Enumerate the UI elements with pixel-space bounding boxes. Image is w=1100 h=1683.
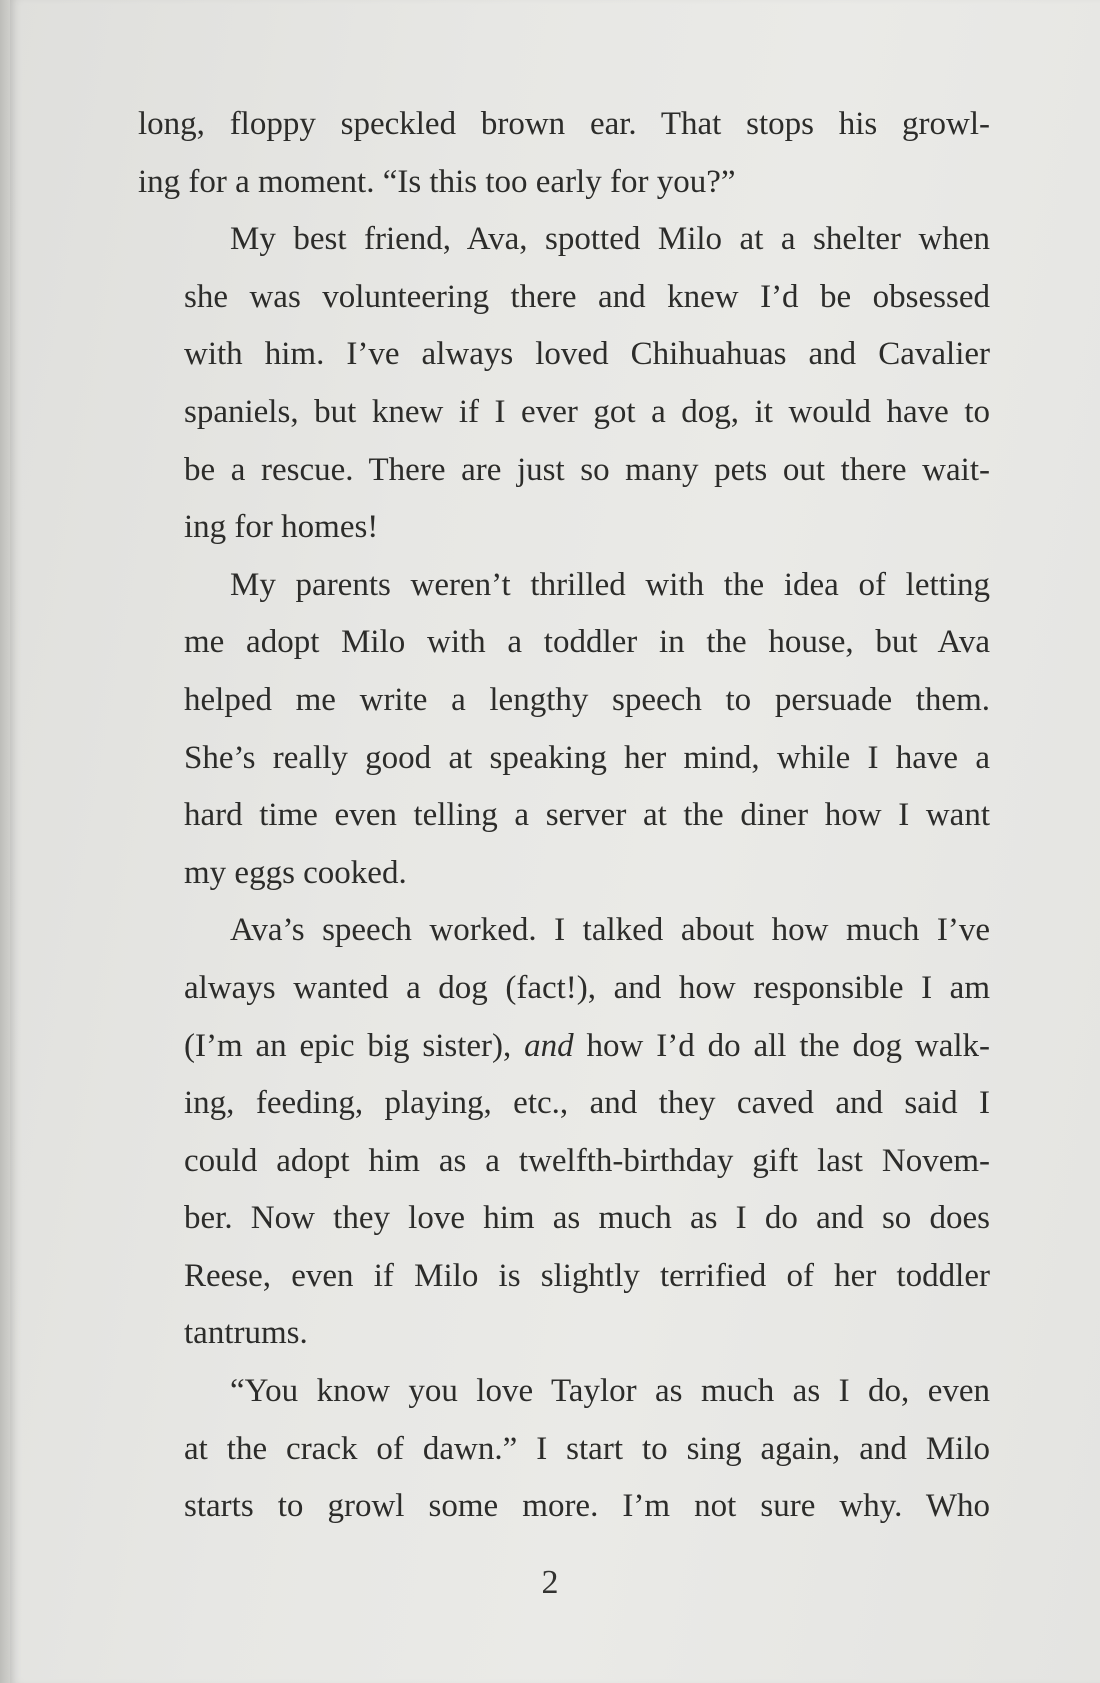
text-line: She’s really good at speaking her mind, while I have a — [184, 739, 990, 776]
text-line: she was volunteering there and knew I’d be obsessed — [184, 278, 990, 315]
text-line: ing for a moment. “Is this too early for you?” — [138, 163, 736, 200]
emphasis-text: and — [524, 1027, 574, 1064]
text-line: Ava’s speech worked. I talked about how much I’ve — [230, 912, 990, 949]
text-line: spaniels, but knew if I ever got a dog, it would have to — [184, 393, 990, 430]
paragraph-3 — [138, 557, 990, 903]
text-line: always wanted a dog (fact!), and how responsible I am — [184, 969, 990, 1006]
paragraph-4 — [138, 902, 990, 1363]
page-number: 2 — [541, 1564, 559, 1601]
text-line: ing, feeding, playing, etc., and they caved and said I — [184, 1085, 990, 1122]
paragraph-5 — [138, 1363, 990, 1536]
text-line: be a rescue. There are just so many pets out there wait- — [184, 451, 990, 488]
text-line: Reese, even if Milo is slightly terrified of her toddler — [184, 1257, 990, 1294]
paragraph-2 — [138, 211, 990, 557]
text-line: ber. Now they love him as much as I do and so does — [184, 1200, 990, 1237]
text-line: ing for homes! — [184, 509, 379, 546]
text-line: me adopt Milo with a toddler in the house, but Ava — [184, 624, 990, 661]
text-line: helped me write a lengthy speech to persuade them. — [184, 681, 990, 718]
page-edge — [0, 0, 10, 1683]
text-line: with him. I’ve always loved Chihuahuas and Cavalier — [184, 336, 990, 373]
text-line: at the crack of dawn.” I start to sing again, and Milo — [184, 1430, 990, 1467]
text-fragment: (I’m an epic big sister), — [184, 1027, 512, 1064]
text-line: My parents weren’t thrilled with the idea of letting — [230, 566, 990, 603]
text-line: starts to growl some more. I’m not sure why. Who — [184, 1488, 990, 1525]
text-line: hard time even telling a server at the diner how I want — [184, 797, 990, 834]
text-line: “You know you love Taylor as much as I do, even — [230, 1373, 990, 1410]
text-line: could adopt him as a twelfth-birthday gift last Novem- — [184, 1142, 990, 1179]
text-line: long, floppy speckled brown ear. That stops his growl- — [138, 106, 990, 142]
text-line-with-emphasis — [138, 1018, 990, 1076]
text-line: My best friend, Ava, spotted Milo at a shelter when — [230, 221, 990, 258]
paragraph-1 — [138, 96, 990, 211]
text-line: my eggs cooked. — [184, 854, 407, 891]
text-fragment: how I’d do all the dog walk- — [586, 1027, 991, 1064]
text-line: tantrums. — [184, 1315, 308, 1352]
body-text — [138, 96, 990, 1536]
